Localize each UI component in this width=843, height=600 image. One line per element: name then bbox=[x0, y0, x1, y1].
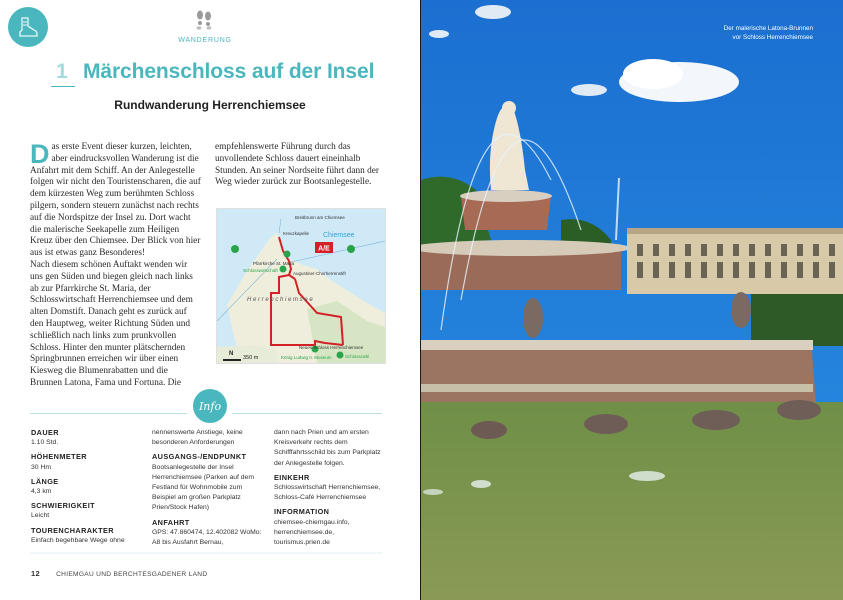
info-label-information: INFORMATION bbox=[274, 507, 330, 517]
info-label-dauer: DAUER bbox=[31, 428, 59, 437]
section-title: CHIEMGAU UND BERCHTESGADENER LAND bbox=[56, 571, 208, 578]
svg-text:Breitbrunn am Chiemsee: Breitbrunn am Chiemsee bbox=[295, 215, 345, 220]
svg-text:König Ludwig II. Museum: König Ludwig II. Museum bbox=[281, 355, 332, 360]
svg-text:Augustiner-Chorherrenstift: Augustiner-Chorherrenstift bbox=[293, 271, 346, 276]
info-value-dauer: 1.10 Std. bbox=[31, 439, 59, 447]
info-value-ausgangspunkt: Bootsanlegestelle der Insel Herrenchiemsee (Parken auf dem Festland für Wohnmobile zum Beispiel am großen Parkplatz Prien/Stock Hafen) bbox=[152, 463, 254, 512]
svg-text:Schlosscafé: Schlosscafé bbox=[345, 354, 370, 359]
info-label-tourencharakter: TOURENCHARAKTER bbox=[31, 525, 114, 535]
info-label-einkehr: EINKEHR bbox=[274, 472, 310, 482]
hiking-boot-icon bbox=[15, 14, 41, 40]
info-label-schwierigkeit: SCHWIERIGKEIT bbox=[31, 501, 95, 511]
info-value-tourencharakter: Einfach begehbare Wege ohne bbox=[31, 536, 125, 544]
info-column-3 bbox=[274, 428, 386, 548]
drop-cap: D bbox=[30, 139, 50, 169]
page-number: 12 bbox=[31, 569, 40, 578]
body-paragraph: Nach diesem schönen Auftakt wenden wir uns gen Süden und biegen gleich nach links ab zur Pfarrkirche St. Maria, der Schlosswirtschaft Herrenchiemsee und dem alten Domstift. Danach geht es zurück auf den Hauptweg, weiter Richtung Süden und schließlich nach links zum prunkvollen Schloss. Hinter den munter plätschernden Springbrunnen erreichen wir über einen Kiesweg die Blumenrabatten und die Brunnen Latona, Fama und Fortuna. Die bbox=[30, 259, 193, 388]
chapter-subtitle: Rundwanderung Herrenchiemsee bbox=[114, 98, 306, 112]
map-start-badge: A/E bbox=[318, 245, 330, 253]
info-label-ausgangspunkt: AUSGANGS-/ENDPUNKT bbox=[152, 452, 247, 462]
body-column-1 bbox=[30, 139, 202, 390]
body-paragraph: as erste Event dieser kurzen, leichten, aber eindrucksvollen Wanderung ist die Anfahrt mit dem Schiff. An der Anlegestelle folgen wir nicht den Touristenscharen, die auf dem kürzesten Weg zum berühmten Schloss pilgern, sondern steuern zunächst nach rechts auf die Nordspitze der Insel zu. Dort wacht die malerische Seekapelle zum Heiligen Kreuz über den Chiemsee. Der Blick von hier aus ist etwas ganz Besonderes! bbox=[30, 142, 201, 259]
route-map bbox=[216, 208, 386, 364]
svg-text:350 m: 350 m bbox=[243, 355, 259, 361]
chapter-number-underline bbox=[51, 86, 75, 87]
info-label-hoehenmeter: HÖHENMETER bbox=[31, 452, 87, 462]
svg-text:N: N bbox=[229, 351, 234, 357]
info-value-hoehenmeter: 30 Hm bbox=[31, 463, 52, 471]
svg-text:Kreuzkapelle: Kreuzkapelle bbox=[283, 231, 310, 236]
svg-text:Pfarrkirche St. Maria: Pfarrkirche St. Maria bbox=[253, 261, 295, 266]
fountain-photo bbox=[421, 0, 843, 600]
info-badge: Info bbox=[193, 389, 227, 423]
info-value-anfahrt-cont: dann nach Prien und am ersten Kreisverkehr rechts dem Schifffahrtsschild bis zum Parkplatz der Anlegestelle folgen. bbox=[274, 429, 381, 467]
info-value-laenge: 4,3 km bbox=[31, 488, 52, 496]
body-column-2 bbox=[215, 142, 387, 189]
photo-caption-line-1: Der malerische Latona-Brunnen bbox=[723, 25, 813, 32]
info-value-anfahrt: GPS: 47.860474, 12.402082 WoMo: A8 bis Ausfahrt Bernau, bbox=[152, 528, 262, 547]
right-page bbox=[421, 0, 843, 600]
left-page bbox=[0, 0, 420, 600]
chapter-number: 1 bbox=[56, 60, 68, 83]
body-paragraph: empfehlenswerte Führung durch das unvollendete Schloss dauert eineinhalb Stunden. An seiner Nordseite führt dann der Weg wieder zurück zur Bootsanlegestelle. bbox=[215, 142, 379, 188]
svg-text:H e r r e n c h i e m s e e: H e r r e n c h i e m s e e bbox=[247, 297, 313, 303]
route-map-graphic bbox=[217, 209, 385, 363]
footprints-icon bbox=[192, 9, 216, 31]
category-badge bbox=[8, 7, 48, 47]
category-label: WANDERUNG bbox=[178, 37, 232, 44]
info-divider-right bbox=[232, 413, 382, 414]
info-bottom-divider bbox=[30, 552, 382, 554]
page-footer bbox=[31, 569, 207, 578]
info-label-laenge: LÄNGE bbox=[31, 476, 59, 486]
info-divider-left bbox=[30, 413, 187, 414]
chapter-title: Märchenschloss auf der Insel bbox=[83, 60, 375, 83]
info-value-information: chiemsee-chiemgau.info, herrenchiemsee.de, tourismus.prien.de bbox=[274, 518, 350, 547]
info-column-1 bbox=[31, 428, 141, 546]
info-value-einkehr: Schlosswirtschaft Herrenchiemsee, Schloss-Café Herrenchiemsee bbox=[274, 484, 381, 502]
info-value-schwierigkeit: Leicht bbox=[31, 512, 50, 520]
info-value-tourencharakter-cont: nennenswerte Anstiege, keine besonderen Anforderungen bbox=[152, 429, 243, 447]
info-label-anfahrt: ANFAHRT bbox=[152, 517, 190, 527]
svg-text:Neues Schloss Herrenchiemsee: Neues Schloss Herrenchiemsee bbox=[299, 345, 364, 350]
svg-text:Chiemsee: Chiemsee bbox=[323, 232, 355, 239]
photo-caption-line-2: vor Schloss Herrenchiemsee bbox=[732, 34, 813, 41]
svg-text:Schlosswirtschaft: Schlosswirtschaft bbox=[243, 268, 278, 273]
info-column-2 bbox=[152, 428, 264, 548]
photo-caption bbox=[653, 24, 813, 42]
